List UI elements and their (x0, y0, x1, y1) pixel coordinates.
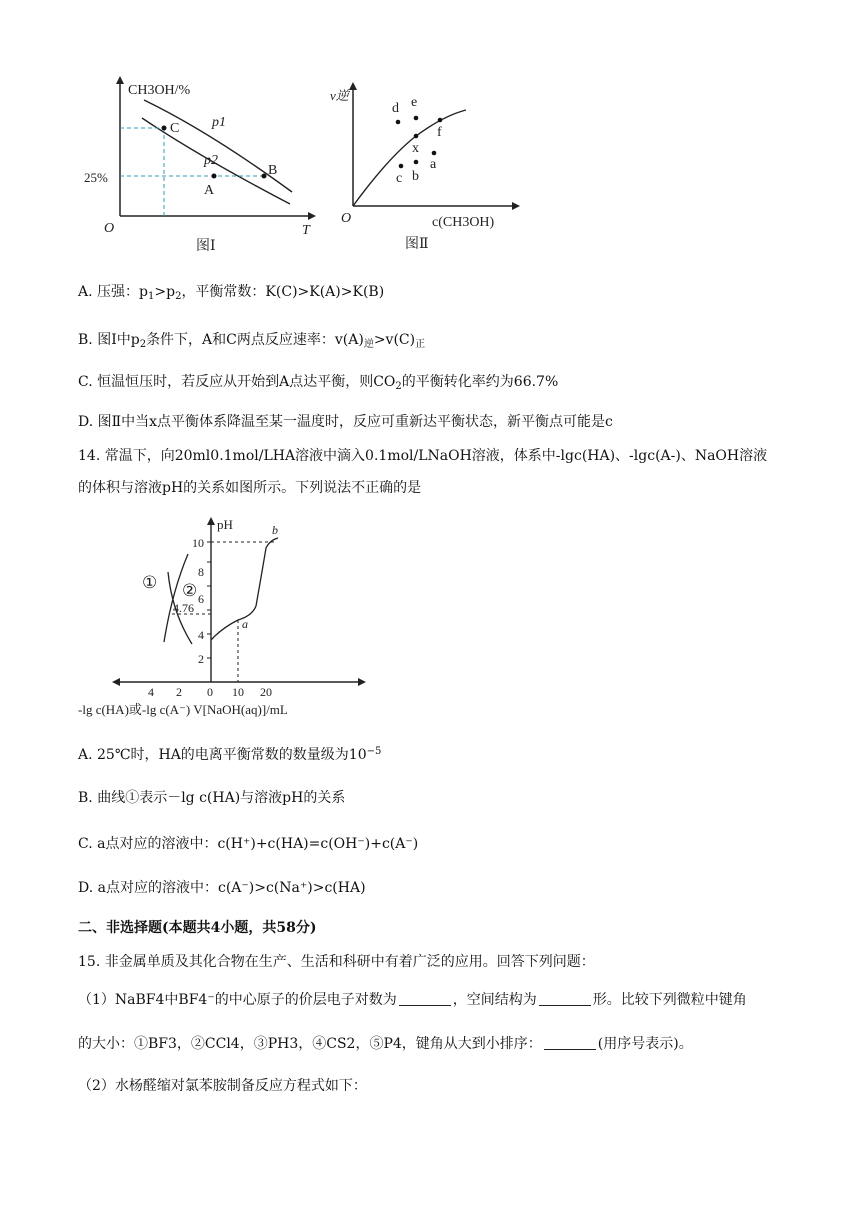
label-4-76: 4.76 (173, 601, 194, 615)
fig2-origin: O (341, 211, 352, 226)
ytick-4: 4 (198, 628, 204, 642)
q14-option-c: C. a点对应的溶液中：c(H⁺)+c(HA)=c(OH⁻)+c(A⁻) (78, 836, 419, 852)
q14-ylabel: pH (217, 517, 233, 532)
xtick-4: 4 (148, 685, 154, 699)
fig1-xlabel: T (302, 223, 310, 238)
xtick-20: 20 (260, 685, 272, 699)
label-p2: p2 (204, 153, 218, 168)
fig2-caption: 图Ⅱ (405, 237, 429, 252)
ytick-2: 2 (198, 652, 204, 666)
q15-part2: （2）水杨醛缩对氯苯胺制备反应方程式如下： (78, 1078, 367, 1094)
q14-stem-1: 14. 常温下，向20ml0.1mol/LHA溶液中滴入0.1mol/LNaOH溶液，体系中-lgc(HA)、-lgc(A-)、NaOH溶液 (78, 448, 768, 464)
fig2-curve (353, 110, 466, 206)
curve-p1 (144, 100, 292, 192)
point-b: b (412, 169, 419, 184)
point-c: c (396, 171, 403, 186)
xtick-2: 2 (176, 685, 182, 699)
label-curve-2: ② (182, 581, 198, 600)
figure-2 (328, 78, 528, 256)
tick-25: 25% (84, 170, 108, 185)
ytick-6: 6 (198, 592, 204, 606)
label-point-b: b (272, 523, 278, 537)
fig1-origin: O (104, 221, 115, 236)
q14-option-a: A. 25℃时，HA的电离平衡常数的数量级为$10^{-5}$ (78, 746, 382, 763)
point-C: C (170, 121, 180, 136)
q15-part1-line2: 的大小：①BF3，②CCl4，③PH3，④CS2，⑤P4，键角从大到小排序： (用序号表示)。 (78, 1036, 693, 1052)
point-e: e (411, 95, 418, 110)
fig2-xlabel: c(CH3OH) (432, 215, 495, 230)
figure-1 (80, 72, 320, 257)
point-a: a (430, 157, 437, 172)
label-p1: p1 (212, 115, 226, 130)
q15-part1-line1: （1）NaBF4中BF4⁻的中心原子的价层电子对数为 ，空间结构为 形。比较下列微粒中键角 (78, 992, 747, 1008)
q14-xlabel: -lg c(HA)或-lg c(A⁻) V[NaOH(aq)]/mL (78, 702, 288, 717)
blank-2[interactable] (539, 993, 591, 1006)
section-heading: 二、非选择题(本题共4小题，共58分) (78, 920, 317, 936)
q13-option-b: B. 图Ⅰ中$p_2$条件下，A和C两点反应速率：$v(A)_逆>v(C)_正$ (78, 332, 426, 350)
blank-3[interactable] (544, 1037, 596, 1050)
q14-option-d: D. a点对应的溶液中：c(A⁻)>c(Na⁺)>c(HA) (78, 880, 366, 896)
q15-stem: 15. 非金属单质及其化合物在生产、生活和科研中有着广泛的应用。回答下列问题： (78, 954, 595, 970)
ytick-8: 8 (198, 565, 204, 579)
label-curve-1: ① (142, 573, 158, 592)
xtick-0: 0 (207, 685, 213, 699)
point-x: x (412, 141, 419, 156)
q14-stem-2: 的体积与溶液pH的关系如图所示。下列说法不正确的是 (78, 480, 422, 496)
fig2-ylabel: v逆 (330, 88, 349, 103)
point-f: f (437, 125, 442, 140)
q13-option-c: C. 恒温恒压时，若反应从开始到A点达平衡，则$CO_2$的平衡转化率约为66.7% (78, 374, 559, 392)
q13-option-d: D. 图Ⅱ中当x点平衡体系降温至某一温度时，反应可重新达平衡状态，新平衡点可能是c (78, 414, 613, 430)
point-d: d (392, 101, 399, 116)
fig1-ylabel: CH3OH/% (128, 83, 191, 98)
point-B: B (268, 163, 278, 178)
q13-option-a: A. 压强：$p_1>p_2$，平衡常数：K(C)>K(A)>K(B) (78, 284, 385, 302)
blank-1[interactable] (399, 993, 451, 1006)
label-point-a: a (242, 617, 248, 631)
ytick-10: 10 (192, 536, 204, 550)
q14-option-b: B. 曲线①表示－lg c(HA)与溶液pH的关系 (78, 790, 346, 806)
q14-chart (76, 512, 376, 724)
fig1-caption: 图Ⅰ (196, 239, 216, 254)
xtick-10: 10 (232, 685, 244, 699)
point-A: A (204, 183, 215, 198)
